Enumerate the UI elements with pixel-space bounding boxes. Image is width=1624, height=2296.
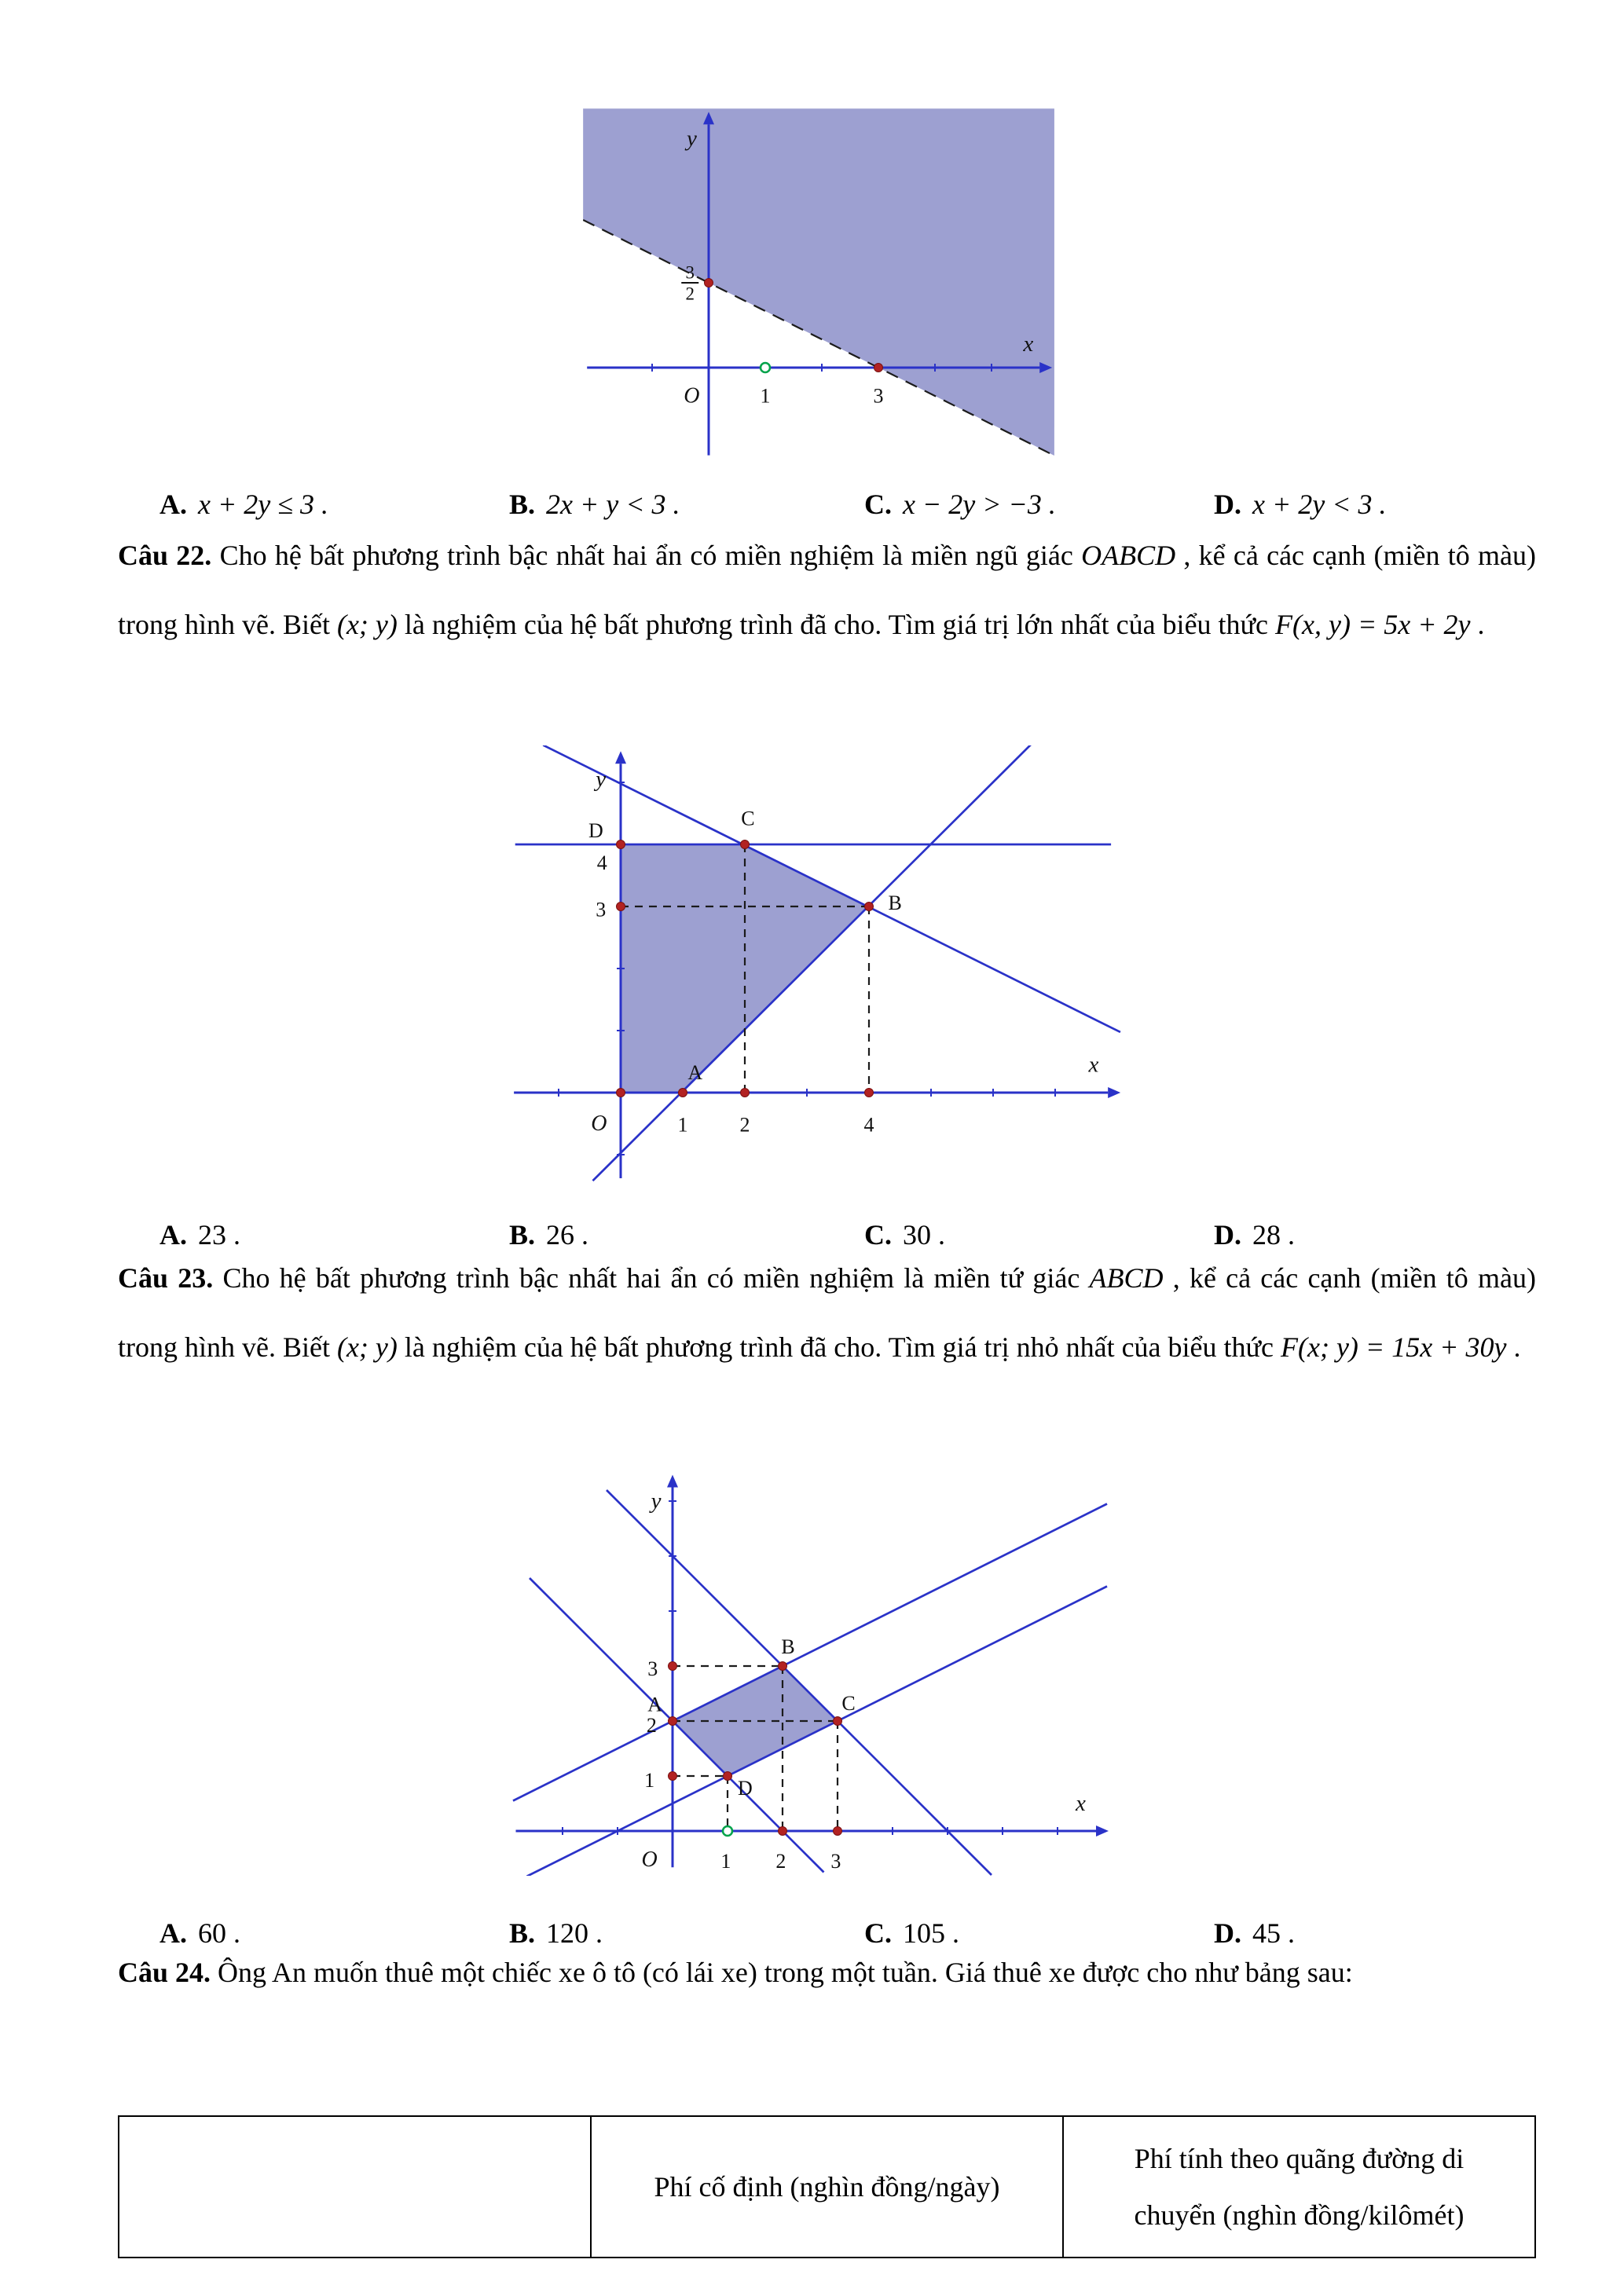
svg-text:x: x [1023,331,1034,357]
fee-table-empty-cell [119,2116,591,2258]
svg-text:D: D [738,1776,753,1800]
svg-text:2: 2 [739,1113,750,1137]
question-24-text: Ông An muốn thuê một chiếc xe ô tô (có lái xe) trong một tuần. Giá thuê xe được cho như bảng sau: [211,1957,1353,1988]
option-text: 30 . [903,1219,945,1251]
option-text: 120 . [546,1917,603,1949]
question-22-text: là nghiệm của hệ bất phương trình đã cho. Tìm giá trị lớn nhất của biểu thức [397,609,1276,641]
svg-text:C: C [841,1692,856,1716]
question-22-text: Cho hệ bất phương trình bậc nhất hai ẩn có miền nghiệm là miền ngũ giác [211,540,1082,571]
question-23-text: Cho hệ bất phương trình bậc nhất hai ẩn có miền nghiệm là miền tứ giác [213,1262,1090,1294]
svg-text:3: 3 [647,1657,658,1680]
question-24-number: Câu 24. [118,1957,211,1988]
fee-table-fixed-cost-header: Phí cố định (nghìn đồng/ngày) [591,2116,1063,2258]
question-22 [118,521,1536,659]
svg-text:O: O [641,1847,658,1872]
svg-text:D: D [588,819,603,843]
option-letter: A. [159,1219,187,1251]
question-23-text: . [1506,1331,1521,1364]
question-22-text: , kể cả các cạnh (miền tô màu) trong hình vẽ. Biết [118,540,1536,641]
svg-text:C: C [741,807,755,830]
question-23-text: là nghiệm của hệ bất phương trình đã cho. Tìm giá trị nhỏ nhất của biểu thức [397,1331,1281,1364]
svg-text:4: 4 [863,1113,874,1137]
question-23-text: , kể cả các cạnh (miền tô màu) trong hình vẽ. Biết [118,1262,1536,1364]
question-22-text: . [1470,609,1485,641]
option-text: 2x + y < 3 . [546,489,680,520]
svg-text:2: 2 [775,1850,786,1873]
option-text: 60 . [198,1917,240,1949]
question-22-number: Câu 22. [118,540,212,571]
svg-text:y: y [686,126,697,152]
svg-text:1: 1 [677,1113,688,1137]
question-23 [118,1243,1536,1382]
option-letter: B. [509,1917,536,1949]
math-region-name: ABCD [1089,1262,1164,1294]
svg-text:x: x [1088,1052,1099,1078]
option-letter: B. [509,489,536,520]
option-letter: D. [1214,489,1241,520]
math-objective-function: F(x, y) = 5x + 2y [1275,609,1471,641]
option-text: 26 . [546,1219,589,1251]
option-text: x + 2y ≤ 3 . [198,489,329,520]
option-letter: A. [159,489,187,520]
option-letter: D. [1214,1219,1241,1251]
option-letter: C. [864,1219,892,1251]
svg-text:A: A [687,1061,703,1085]
option-letter: C. [864,489,892,520]
svg-text:3: 3 [873,384,884,408]
fee-table-distance-cost-header: Phí tính theo quãng đường di chuyển (nghìn đồng/kilômét) [1063,2116,1535,2258]
option-text: 28 . [1252,1219,1295,1251]
math-xy-pair: (x; y) [336,609,398,641]
svg-text:y: y [651,1489,662,1514]
question-23-number: Câu 23. [118,1262,214,1294]
svg-text:4: 4 [596,851,607,875]
svg-text:B: B [888,891,902,914]
svg-text:3: 3 [596,898,607,921]
rental-fee-table [118,2115,1536,2258]
option-letter: C. [864,1917,892,1949]
svg-text:O: O [684,383,700,408]
svg-text:y: y [596,767,607,793]
option-text: 45 . [1252,1917,1295,1949]
option-letter: A. [159,1917,187,1949]
svg-text:3: 3 [685,262,695,283]
option-text: 23 . [198,1219,240,1251]
svg-text:3: 3 [830,1850,841,1873]
question-24 [118,1938,1536,2007]
svg-text:1: 1 [760,384,771,408]
math-region-name: OABCD [1081,540,1176,571]
q22-pentagon-graph [510,745,1123,1182]
svg-text:x: x [1075,1791,1086,1816]
svg-text:2: 2 [685,284,695,304]
svg-text:B: B [781,1635,795,1658]
svg-text:2: 2 [646,1714,657,1738]
option-letter: B. [509,1219,536,1251]
svg-text:O: O [591,1111,607,1136]
option-text: x + 2y < 3 . [1252,489,1387,520]
q23-quadrilateral-graph [510,1469,1116,1876]
option-text: 105 . [903,1917,959,1949]
math-xy-pair: (x; y) [336,1331,398,1364]
fee-table-header-row [119,2116,1535,2258]
svg-text:1: 1 [644,1769,655,1792]
q21-halfplane-graph [583,108,1054,459]
svg-text:1: 1 [720,1850,731,1873]
svg-text:A: A [647,1693,662,1716]
math-objective-function: F(x; y) = 15x + 30y [1281,1331,1507,1364]
option-letter: D. [1214,1917,1241,1949]
option-text: x − 2y > −3 . [903,489,1056,520]
